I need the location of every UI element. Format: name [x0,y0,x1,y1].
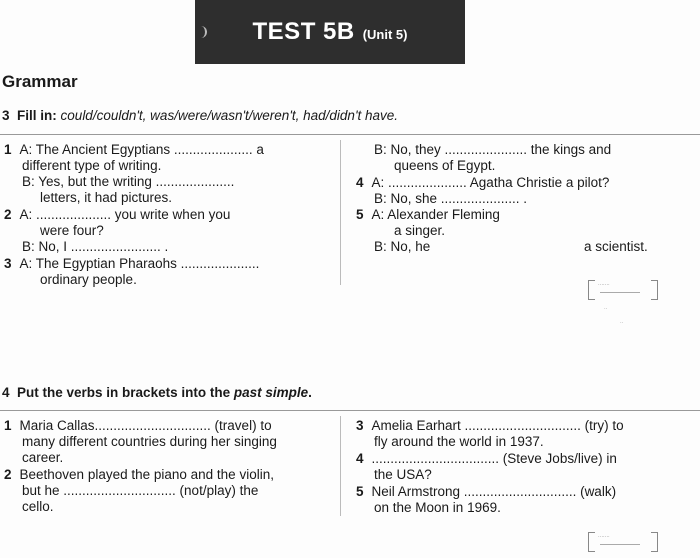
ex3-item-3-line-1: 3 A: The Egyptian Pharaohs ..................... [4,256,260,271]
column-divider-ex4 [340,416,341,516]
exercise-3-words: could/couldn't, was/were/wasn't/weren't, had/didn't have. [60,108,399,123]
divider-bottom [0,410,700,411]
score-box-ex4: ······· [588,532,658,550]
ex4-item-2-line-3: cello. [22,499,54,514]
test-title-banner [195,0,465,64]
ex3-item-2-line-3: B: No, I ........................ . [22,239,169,254]
ex3-item-1-b-line-2: queens of Egypt. [394,158,496,173]
ex3-item-4-line-2: B: No, she ..................... . [374,191,528,206]
column-divider-ex3 [340,140,341,285]
ex3-item-1-line-1: 1 A: The Ancient Egyptians ..................... a [4,142,264,157]
ex3-item-1-line-4: letters, it had pictures. [40,190,173,205]
ex4-item-1-line-2: many different countries during her singing [22,434,277,449]
bracket-mark-icon [199,26,207,38]
ex3-item-4-line-1: 4 A: ..................... Agatha Christie a pilot? [356,175,610,190]
ex4-item-1-line-3: career. [22,450,64,465]
ex3-item-5-line-2: a singer. [394,223,446,238]
exercise-3-instruction [2,108,398,123]
ex4-item-2-line-1: 2 Beethoven played the piano and the violin, [4,467,274,482]
test-title: TEST 5B [252,18,355,45]
ex4-item-3-line-2: fly around the world in 1937. [374,434,544,449]
ex4-item-4-line-2: the USA? [374,467,432,482]
ex4-item-4-line-1: 4 .................................. (Steve Jobs/live) in [356,451,617,466]
ex3-item-5-line-4: a scientist. [584,239,648,254]
ex4-item-1-line-1: 1 Maria Callas............................... (travel) to [4,418,272,433]
exercise-4-period: . [308,385,312,400]
ex4-item-5-line-2: on the Moon in 1969. [374,500,501,515]
ex4-item-2-line-2: but he .............................. (not/play) the [22,483,259,498]
exercise-4-tense: past simple [233,385,309,400]
exercise-4-text: Put the verbs in brackets into the [17,385,231,400]
exercise-4-instruction [2,385,312,400]
exercise-3-label: Fill in: [17,108,57,123]
test-unit: (Unit 5) [362,26,408,42]
section-heading: Grammar [2,72,78,91]
score-mark-b: ·· [620,320,624,326]
ex3-item-5-line-3: B: No, he [374,239,431,254]
divider-top [0,134,700,135]
exercise-3-number: 3 [2,108,10,123]
ex3-item-1-line-2: different type of writing. [22,158,162,173]
ex3-item-3-line-2: ordinary people. [40,272,137,287]
exercise-4-number: 4 [2,385,10,400]
ex3-item-1-line-3: B: Yes, but the writing ..................... [22,174,235,189]
ex3-item-2-line-1: 2 A: .................... you write when you [4,207,231,222]
score-mark-a: ·· [604,306,608,312]
ex4-item-3-line-1: 3 Amelia Earhart ............................... (try) to [356,418,624,433]
ex3-item-5-line-1: 5 A: Alexander Fleming [356,207,500,222]
ex3-item-1-b-line-1: B: No, they ...................... the kings and [374,142,612,157]
ex4-item-5-line-1: 5 Neil Armstrong .............................. (walk) [356,484,617,499]
score-box-ex3: ······· [588,280,658,298]
ex3-item-2-line-2: were four? [40,223,104,238]
